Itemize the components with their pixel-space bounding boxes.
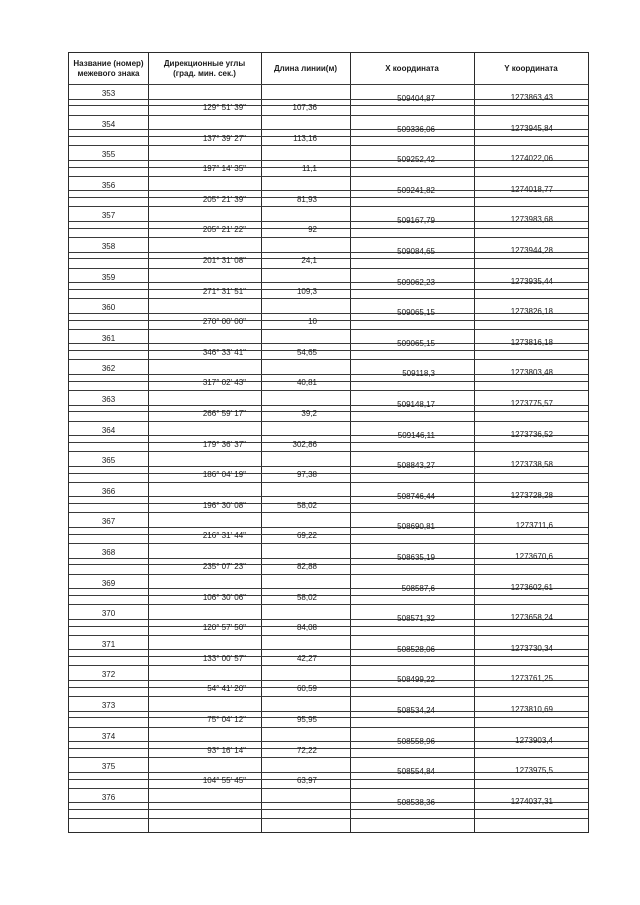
row-divider bbox=[69, 411, 588, 412]
point-name: 362 bbox=[101, 364, 116, 373]
x-coordinate: 508571,32 bbox=[397, 614, 435, 623]
point-name: 375 bbox=[101, 762, 116, 771]
point-name: 354 bbox=[101, 120, 116, 129]
line-length: 60,59 bbox=[296, 684, 317, 693]
header-y-label: Y координата bbox=[504, 63, 558, 73]
row-divider bbox=[69, 237, 588, 238]
row-divider bbox=[69, 665, 588, 666]
y-coordinate: 1273944,28 bbox=[510, 246, 553, 255]
row-divider bbox=[69, 748, 588, 749]
row-divider bbox=[69, 115, 588, 116]
line-length: 109,3 bbox=[296, 287, 317, 296]
line-length: 10 bbox=[308, 317, 317, 326]
row-divider bbox=[69, 635, 588, 636]
direction-angle: 346° 33' 41" bbox=[202, 348, 246, 357]
point-name: 356 bbox=[101, 181, 116, 190]
point-name: 376 bbox=[101, 793, 116, 802]
row-divider bbox=[69, 604, 588, 605]
row-divider bbox=[69, 451, 588, 452]
header-length-label: Длина линии(м) bbox=[273, 63, 338, 73]
x-coordinate: 509404,87 bbox=[397, 94, 435, 103]
direction-angle: 179° 36' 37" bbox=[202, 440, 246, 449]
point-name: 355 bbox=[101, 150, 116, 159]
x-coordinate: 508534,24 bbox=[397, 706, 435, 715]
line-length: 92 bbox=[308, 225, 317, 234]
y-coordinate: 1273983,68 bbox=[510, 215, 553, 224]
y-coordinate: 1273935,44 bbox=[510, 277, 553, 286]
x-coordinate: 509146,11 bbox=[397, 431, 435, 440]
row-divider bbox=[69, 757, 588, 758]
row-divider bbox=[69, 381, 588, 382]
row-divider bbox=[69, 176, 588, 177]
direction-angle: 104° 55' 45" bbox=[202, 776, 246, 785]
row-divider bbox=[69, 512, 588, 513]
x-coordinate: 509065,15 bbox=[397, 339, 435, 348]
direction-angle: 205° 21' 39" bbox=[202, 195, 246, 204]
direction-angle: 93° 16' 14" bbox=[207, 746, 246, 755]
y-coordinate: 1274018,77 bbox=[510, 185, 553, 194]
x-coordinate: 509241,82 bbox=[397, 186, 435, 195]
direction-angle: 106° 30' 06" bbox=[202, 593, 246, 602]
row-divider bbox=[69, 482, 588, 483]
x-coordinate: 508587,6 bbox=[401, 584, 435, 593]
line-length: 42,27 bbox=[296, 654, 317, 663]
direction-angle: 205° 21' 22" bbox=[202, 225, 246, 234]
point-name: 372 bbox=[101, 670, 116, 679]
x-coordinate: 509084,65 bbox=[397, 247, 435, 256]
line-length: 58,02 bbox=[296, 593, 317, 602]
row-divider bbox=[69, 359, 588, 360]
y-coordinate: 1273738,58 bbox=[510, 460, 553, 469]
header-angle-line2: (град. мин. сек.) bbox=[173, 68, 236, 78]
line-length: 95,95 bbox=[296, 715, 317, 724]
point-name: 361 bbox=[101, 334, 116, 343]
point-name: 360 bbox=[101, 303, 116, 312]
row-divider bbox=[69, 788, 588, 789]
x-coordinate: 509062,23 bbox=[397, 278, 435, 287]
point-name: 365 bbox=[101, 456, 116, 465]
row-divider bbox=[69, 809, 588, 810]
direction-angle: 266° 59' 17" bbox=[202, 409, 246, 418]
point-name: 374 bbox=[101, 732, 116, 741]
point-name: 358 bbox=[101, 242, 116, 251]
row-divider bbox=[69, 350, 588, 351]
row-divider bbox=[69, 329, 588, 330]
header-point-name bbox=[69, 53, 148, 84]
direction-angle: 317° 02' 43" bbox=[202, 378, 246, 387]
x-coordinate: 508635,19 bbox=[397, 553, 435, 562]
line-length: 58,02 bbox=[296, 501, 317, 510]
x-coordinate: 508528,06 bbox=[397, 645, 435, 654]
line-length: 11,1 bbox=[302, 164, 317, 173]
row-divider bbox=[69, 503, 588, 504]
point-name: 368 bbox=[101, 548, 116, 557]
direction-angle: 270° 00' 00" bbox=[202, 317, 246, 326]
y-coordinate: 1273670,6 bbox=[515, 552, 553, 561]
line-length: 69,22 bbox=[296, 531, 317, 540]
row-divider bbox=[69, 136, 588, 137]
direction-angle: 120° 57' 50" bbox=[202, 623, 246, 632]
header-y bbox=[474, 53, 588, 84]
row-divider bbox=[69, 696, 588, 697]
direction-angle: 235° 07' 23" bbox=[202, 562, 246, 571]
line-length: 24,1 bbox=[301, 256, 317, 265]
x-coordinate: 509148,17 bbox=[397, 400, 435, 409]
direction-angle: 216° 31' 44" bbox=[202, 531, 246, 540]
row-divider bbox=[69, 289, 588, 290]
direction-angle: 196° 30' 08" bbox=[202, 501, 246, 510]
point-name: 373 bbox=[101, 701, 116, 710]
row-divider bbox=[69, 145, 588, 146]
y-coordinate: 1273903,4 bbox=[515, 736, 553, 745]
line-length: 113,16 bbox=[293, 134, 317, 143]
y-coordinate: 1274037,31 bbox=[510, 797, 553, 806]
direction-angle: 129° 51' 39" bbox=[202, 103, 246, 112]
direction-angle: 54° 41' 20" bbox=[207, 684, 246, 693]
line-length: 107,36 bbox=[292, 103, 317, 112]
row-divider bbox=[69, 779, 588, 780]
y-coordinate: 1273975,5 bbox=[515, 766, 553, 775]
point-name: 359 bbox=[101, 273, 116, 282]
line-length: 39,2 bbox=[301, 409, 317, 418]
y-coordinate: 1273730,34 bbox=[510, 644, 553, 653]
header-angle bbox=[148, 53, 261, 84]
row-divider bbox=[69, 626, 588, 627]
header-point-name-line2: межевого знака bbox=[77, 68, 140, 78]
x-coordinate: 508554,84 bbox=[397, 767, 435, 776]
point-name: 366 bbox=[101, 487, 116, 496]
row-divider bbox=[69, 105, 588, 106]
point-name: 371 bbox=[101, 640, 116, 649]
row-divider bbox=[69, 320, 588, 321]
y-coordinate: 1273736,52 bbox=[510, 430, 553, 439]
point-name: 370 bbox=[101, 609, 116, 618]
x-coordinate: 509167,79 bbox=[397, 216, 435, 225]
header-point-name-line1: Название (номер) bbox=[73, 58, 144, 68]
row-divider bbox=[69, 167, 588, 168]
line-length: 84,08 bbox=[296, 623, 317, 632]
direction-angle: 75° 04' 12" bbox=[207, 715, 246, 724]
y-coordinate: 1273816,18 bbox=[510, 338, 553, 347]
row-divider bbox=[69, 656, 588, 657]
row-divider bbox=[69, 574, 588, 575]
x-coordinate: 509336,06 bbox=[397, 125, 435, 134]
row-divider bbox=[69, 717, 588, 718]
header-length bbox=[261, 53, 350, 84]
line-length: 72,22 bbox=[296, 746, 317, 755]
y-coordinate: 1273863,43 bbox=[510, 93, 553, 102]
y-coordinate: 1273658,24 bbox=[510, 613, 553, 622]
y-coordinate: 1273711,6 bbox=[515, 521, 553, 530]
point-name: 353 bbox=[101, 89, 116, 98]
direction-angle: 186° 04' 19" bbox=[202, 470, 246, 479]
x-coordinate: 509118,3 bbox=[402, 369, 435, 378]
header-divider bbox=[69, 84, 588, 85]
point-name: 363 bbox=[101, 395, 116, 404]
row-divider bbox=[69, 595, 588, 596]
row-divider bbox=[69, 543, 588, 544]
line-length: 82,88 bbox=[296, 562, 317, 571]
row-divider bbox=[69, 258, 588, 259]
line-length: 40,81 bbox=[296, 378, 317, 387]
row-divider bbox=[69, 687, 588, 688]
row-divider bbox=[69, 390, 588, 391]
row-divider bbox=[69, 442, 588, 443]
line-length: 97,38 bbox=[296, 470, 317, 479]
line-length: 302,86 bbox=[292, 440, 317, 449]
x-coordinate: 508538,36 bbox=[397, 798, 435, 807]
point-name: 369 bbox=[101, 579, 116, 588]
coordinates-table bbox=[68, 52, 589, 833]
y-coordinate: 1273803,48 bbox=[510, 368, 553, 377]
y-coordinate: 1273775,57 bbox=[510, 399, 553, 408]
line-length: 54,65 bbox=[296, 348, 317, 357]
direction-angle: 201° 31' 08" bbox=[202, 256, 246, 265]
x-coordinate: 508843,27 bbox=[397, 461, 435, 470]
y-coordinate: 1273602,61 bbox=[510, 583, 553, 592]
direction-angle: 133° 00' 57" bbox=[202, 654, 246, 663]
y-coordinate: 1273826,18 bbox=[510, 307, 553, 316]
y-coordinate: 1273810,69 bbox=[510, 705, 553, 714]
point-name: 364 bbox=[101, 426, 116, 435]
row-divider bbox=[69, 818, 588, 819]
point-name: 367 bbox=[101, 517, 116, 526]
header-x bbox=[350, 53, 474, 84]
direction-angle: 197° 14' 35" bbox=[202, 164, 246, 173]
line-length: 63,97 bbox=[296, 776, 317, 785]
x-coordinate: 508499,22 bbox=[397, 675, 435, 684]
row-divider bbox=[69, 421, 588, 422]
x-coordinate: 509065,15 bbox=[397, 308, 435, 317]
direction-angle: 137° 39' 27" bbox=[202, 134, 246, 143]
row-divider bbox=[69, 206, 588, 207]
y-coordinate: 1273945,84 bbox=[510, 124, 553, 133]
point-name: 357 bbox=[101, 211, 116, 220]
y-coordinate: 1273761,25 bbox=[510, 674, 553, 683]
x-coordinate: 508558,96 bbox=[397, 737, 435, 746]
row-divider bbox=[69, 298, 588, 299]
row-divider bbox=[69, 564, 588, 565]
y-coordinate: 1274022,06 bbox=[510, 154, 553, 163]
header-angle-line1: Дирекционные углы bbox=[163, 58, 246, 68]
row-divider bbox=[69, 197, 588, 198]
x-coordinate: 508746,44 bbox=[397, 492, 435, 501]
line-length: 81,93 bbox=[296, 195, 317, 204]
direction-angle: 271° 31' 51" bbox=[202, 287, 246, 296]
x-coordinate: 508690,81 bbox=[397, 522, 435, 531]
row-divider bbox=[69, 268, 588, 269]
row-divider bbox=[69, 228, 588, 229]
header-x-label: X координата bbox=[385, 63, 439, 73]
row-divider bbox=[69, 727, 588, 728]
y-coordinate: 1273728,28 bbox=[510, 491, 553, 500]
x-coordinate: 509252,42 bbox=[397, 155, 435, 164]
row-divider bbox=[69, 534, 588, 535]
row-divider bbox=[69, 473, 588, 474]
